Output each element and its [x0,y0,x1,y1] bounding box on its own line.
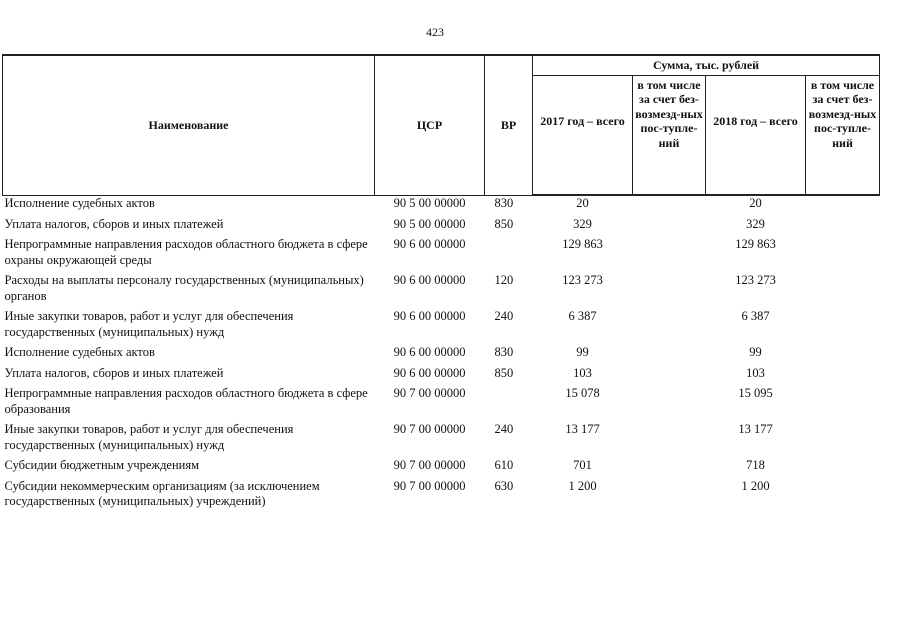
table-row [3,422,880,458]
row-vr: 240 [494,422,514,436]
table-row [3,217,880,238]
row-2018-incl [806,309,880,345]
row-2017-incl [633,195,706,217]
row-vr: 830 [494,195,514,210]
row-2017-incl [633,422,706,458]
row-vr: 240 [494,309,514,323]
table-row [3,386,880,422]
table-row [3,479,880,515]
row-vr [485,386,533,422]
row-name: Субсидии некоммерческим организациям (за исключением государственных (муниципальных) учреждений) [4,478,320,508]
row-vr [485,237,533,273]
row-name: Иные закупки товаров, работ и услуг для обеспечения государственных (муниципальных) нужд [4,309,294,339]
table-row [3,345,880,366]
row-2017-total: 129 863 [562,237,603,251]
header-csr: ЦСР [375,55,485,195]
row-2017-total: 329 [573,216,592,231]
page-number: 423 [426,25,444,39]
header-vr: ВР [485,55,533,195]
row-vr: 850 [494,216,514,231]
row-csr: 90 7 00 00000 [393,458,466,472]
table-body [3,195,880,515]
row-2017-total: 103 [573,365,592,380]
row-csr: 90 6 00 00000 [393,365,466,380]
table-row [3,458,880,479]
row-name: Уплата налогов, сборов и иных платежей [4,365,224,380]
row-2017-total: 15 078 [565,386,600,400]
row-2017-incl [633,273,706,309]
table-row [3,273,880,309]
row-2017-incl [633,479,706,515]
row-2018-incl [806,195,880,217]
row-csr: 90 7 00 00000 [393,422,466,436]
row-2018-total: 1 200 [741,478,770,493]
row-vr: 830 [494,345,514,359]
row-2018-total: 13 177 [738,422,773,436]
row-csr: 90 6 00 00000 [393,237,466,251]
row-2018-incl [806,273,880,309]
row-vr: 850 [494,365,514,380]
row-2017-incl [633,237,706,273]
row-2017-incl [633,366,706,387]
budget-table [2,54,880,515]
row-vr: 120 [494,273,514,287]
row-2018-incl [806,345,880,366]
row-name: Непрограммные направления расходов областного бюджета в сфере образования [4,386,368,416]
row-2017-total: 6 387 [568,309,597,323]
row-name: Исполнение судебных актов [4,345,155,359]
table-row [3,195,880,217]
row-2018-total: 6 387 [741,309,770,323]
row-csr: 90 7 00 00000 [393,386,466,400]
row-2018-incl [806,422,880,458]
header-2018-incl: в том числе за счет без-возмезд-ных пос-тупле-ний [806,75,880,195]
header-sum-group: Сумма, тыс. рублей [533,55,880,75]
row-2018-total: 718 [746,458,765,472]
row-name: Расходы на выплаты персоналу государственных (муниципальных) органов [4,273,364,303]
row-name: Уплата налогов, сборов и иных платежей [4,216,224,231]
row-2017-total: 1 200 [568,478,597,493]
row-2017-incl [633,309,706,345]
row-csr: 90 6 00 00000 [393,345,466,359]
row-2018-incl [806,458,880,479]
table-row [3,237,880,273]
row-name: Исполнение судебных актов [4,195,155,210]
row-2017-incl [633,386,706,422]
row-2017-total: 13 177 [565,422,600,436]
row-2018-incl [806,217,880,238]
row-2017-incl [633,345,706,366]
row-2018-total: 15 095 [738,386,773,400]
row-csr: 90 7 00 00000 [393,478,466,493]
row-2017-incl [633,217,706,238]
row-2017-total: 701 [573,458,592,472]
row-2017-total: 20 [576,196,589,210]
row-2018-total: 329 [746,216,765,231]
row-2018-incl [806,479,880,515]
header-name: Наименование [3,55,375,195]
row-2018-total: 123 273 [735,273,776,287]
table-row [3,309,880,345]
row-2018-total: 103 [746,365,765,380]
row-csr: 90 5 00 00000 [393,195,466,210]
row-name: Непрограммные направления расходов областного бюджета в сфере охраны окружающей среды [4,237,368,267]
row-vr: 630 [494,478,514,493]
header-2017-total: 2017 год – всего [533,75,633,195]
row-2018-total: 129 863 [735,237,776,251]
row-name: Иные закупки товаров, работ и услуг для обеспечения государственных (муниципальных) нужд [4,422,294,452]
header-2018-total: 2018 год – всего [706,75,806,195]
row-name: Субсидии бюджетным учреждениям [4,458,200,472]
table-row [3,366,880,387]
row-csr: 90 6 00 00000 [393,273,466,287]
row-vr: 610 [494,458,514,472]
row-csr: 90 6 00 00000 [393,309,466,323]
row-2018-incl [806,366,880,387]
row-2017-total: 123 273 [562,273,603,287]
row-2017-incl [633,458,706,479]
row-csr: 90 5 00 00000 [393,216,466,231]
header-2017-incl: в том числе за счет без-возмезд-ных пос-тупле-ний [633,75,706,195]
row-2018-incl [806,237,880,273]
row-2018-total: 20 [749,196,762,210]
row-2018-incl [806,386,880,422]
row-2018-total: 99 [749,345,762,359]
row-2017-total: 99 [576,345,589,359]
